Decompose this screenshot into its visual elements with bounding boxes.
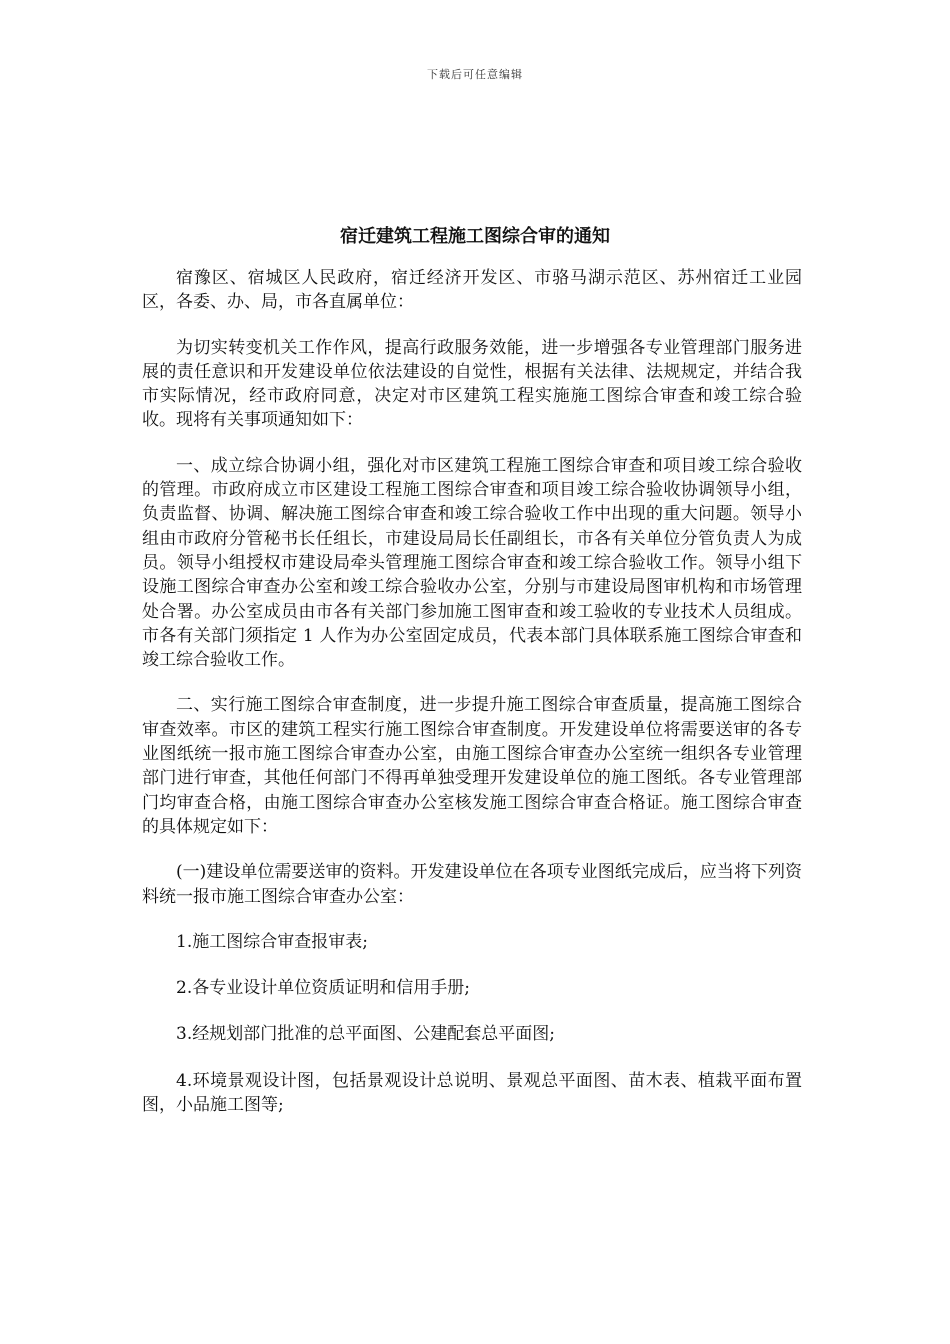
list-item: 4.环境景观设计图，包括景观设计总说明、景观总平面图、苗木表、植栽平面布置图，小品施工图等; [142,1070,802,1116]
list-item: 1.施工图综合审查报审表; [176,931,368,952]
list-item: 2.各专业设计单位资质证明和信用手册; [176,978,470,999]
list-item: 3.经规划部门批准的总平面图、公建配套总平面图; [176,1024,555,1045]
document-title: 宿迁建筑工程施工图综合审的通知 [340,226,610,247]
document-body [142,266,802,1139]
intro-paragraph: 为切实转变机关工作作风，提高行政服务效能，进一步增强各专业管理部门服务进展的责任意识和开发建设单位依法建设的自觉性，根据有关法律、法规规定，并结合我市实际情况，经市政府同意，决定对市区建筑工程实施施工图综合审查和竣工综合验收。现将有关事项通知如下： [142,337,802,431]
header-note: 下载后可任意编辑 [427,68,523,81]
section-two-paragraph: 二、实行施工图综合审查制度，进一步提升施工图综合审查质量，提高施工图综合审查效率。市区的建筑工程实行施工图综合审查制度。开发建设单位将需要送审的各专业图纸统一报市施工图综合审查办公室，由施工图综合审查办公室统一组织各专业管理部门进行审查，其他任何部门不得再单独受理开发建设单位的施工图纸。各专业管理部门均审查合格，由施工图综合审查办公室核发施工图综合审查合格证。施工图综合审查的具体规定如下： [142,695,802,837]
subsection-one-paragraph: (一)建设单位需要送审的资料。开发建设单位在各项专业图纸完成后，应当将下列资料统一报市施工图综合审查办公室： [142,862,802,907]
addressee-paragraph: 宿豫区、宿城区人民政府，宿迁经济开发区、市骆马湖示范区、苏州宿迁工业园区，各委、办、局，市各直属单位： [142,268,802,313]
section-one-paragraph: 一、成立综合协调小组，强化对市区建筑工程施工图综合审查和项目竣工综合验收的管理。市政府成立市区建设工程施工图综合审查和项目竣工综合验收协调领导小组，负责监督、协调、解决施工图综合审查和竣工综合验收工作中出现的重大问题。领导小组由市政府分管秘书长任组长，市建设局局长任副组长，市各有关单位分管负责人为成员。领导小组授权市建设局牵头管理施工图综合审查和竣工综合验收工作。领导小组下设施工图综合审查办公室和竣工综合验收办公室，分别与市建设局图审机构和市场管理处合署。办公室成员由市各有关部门参加施工图审查和竣工验收的专业技术人员组成。市各有关部门须指定 1 人作为办公室固定成员，代表本部门具体联系施工图综合审查和竣工综合验收工作。 [142,455,802,671]
